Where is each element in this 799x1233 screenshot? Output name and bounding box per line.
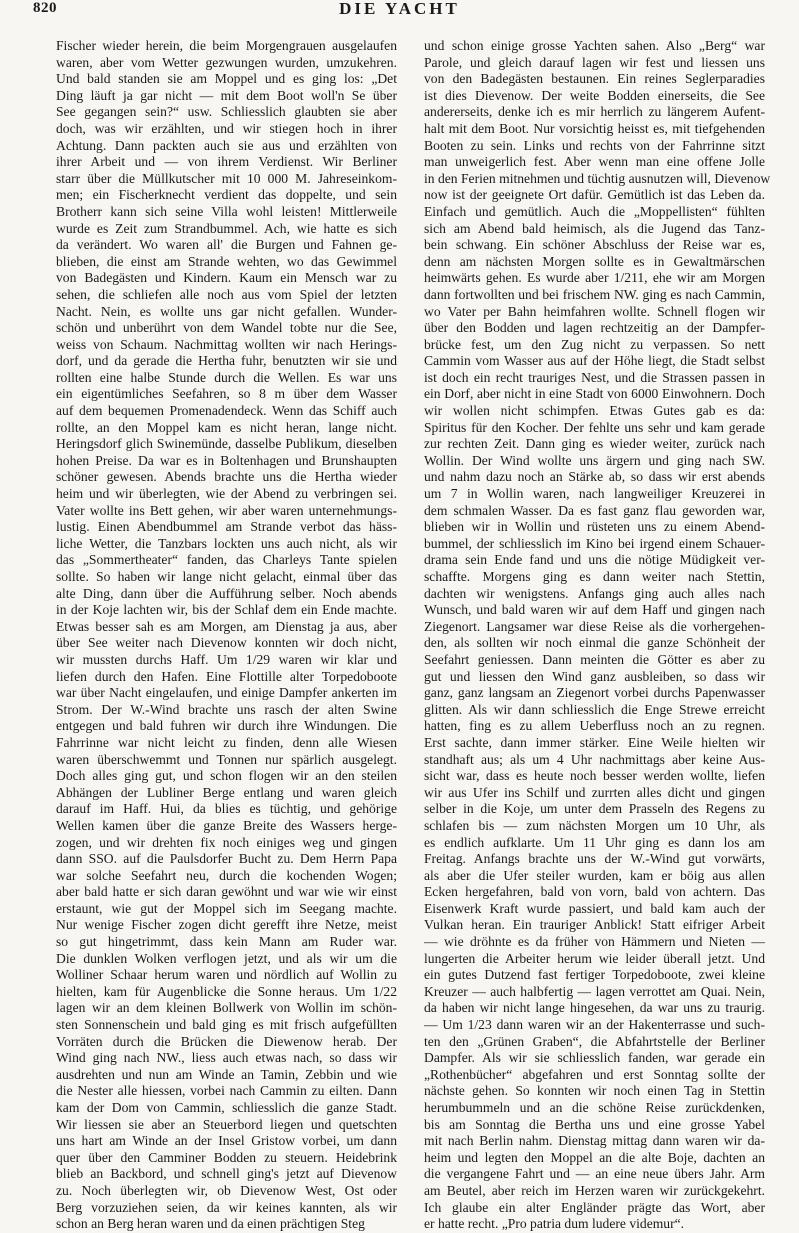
text-line: man unweigerlich fest. Aber wenn man eine offene Jolle (424, 154, 765, 170)
text-line: Brotherr kann sich seine Villa wohl leisten! Mittlerweile (56, 203, 397, 219)
text-line: Eisenwerk Kraft wurde passiert, und bald kam auch der (424, 900, 765, 916)
text-line: zu. Noch überlegten wir, ob Dievenow West, Ost oder (56, 1182, 397, 1198)
text-line: kam der Dom von Cammin, schliesslich die ganze Stadt. (56, 1100, 397, 1115)
text-line: now ist der geeignete Ort dafür. Gemütlich ist das Leben da. (424, 187, 765, 203)
text-line: Vater wollte ins Bett gehen, wir aber waren unternehmungs- (56, 502, 397, 518)
text-line: Wind ging nach NW., liess auch etwas nach, so dass wir (56, 1050, 397, 1066)
text-line: ten den „Grünen Graben“, die Abfahrtstelle der Berliner (424, 1033, 765, 1049)
text-line: Dampfer. Als wir sie schliesslich fanden, war gerade ein (424, 1050, 765, 1066)
text-line: zur rechten Zeit. Dann ging es wieder weiter, zurück nach (424, 436, 765, 452)
text-line: Doch alles ging gut, und schon flogen wir an den steilen (56, 768, 397, 784)
text-line: heim und wir überlegten, wie der Abend zu verbringen sei. (56, 486, 397, 502)
text-line: wir aus Ufer ins Schilf und zurrten alles dicht und gingen (424, 784, 765, 800)
text-line: Heringsdorf glich Swinemünde, dasselbe Publikum, dieselben (56, 436, 397, 452)
text-line: da haben wir nicht lange hingesehen, da war uns zu traurig. (424, 1000, 765, 1016)
text-line: bein schwang. Ein schöner Abschluss der Reise war es, (424, 237, 765, 253)
text-column-left (56, 38, 397, 1232)
text-line: Ecken hergefahren, bald von vorn, bald von achtern. Das (424, 884, 765, 900)
text-line: die vergangene Fahrt und — an eine neue übers Jahr. Arm (424, 1166, 765, 1182)
text-line: Wollin. Der Wind wollte uns ärgern und ging nach SW. (424, 452, 765, 468)
text-line: wurde es Zeit zum Strandbummel. Ach, wie hatte es sich (56, 220, 397, 236)
text-line: dorf, und da gerade die Hertha fuhr, benutzten wir sie und (56, 353, 397, 369)
text-line: schaffte. Morgens ging es dann weiter nach Stettin, (424, 569, 765, 584)
text-line: dem schmalen Wasser. Da es fast ganz flau geworden war, (424, 502, 765, 518)
text-line: nächste gehen. So konnten wir noch einen Tag in Stettin (424, 1083, 765, 1099)
text-line: ein eigentümliches Seefahren, so 8 m über dem Wasser (56, 386, 397, 402)
text-line: alte Ding, dann über die Aufführung selber. Noch abends (56, 585, 397, 601)
text-line: Fahrrinne war nicht leicht zu finden, denn alle Wiesen (56, 734, 397, 750)
text-line: Fischer wieder herein, die beim Morgengrauen ausgelaufen (56, 38, 397, 53)
text-line: entgegen und bald fuhren wir durch ihre Windungen. Die (56, 718, 397, 734)
text-line: weiss von Schaum. Nachmittag wollten wir nach Herings- (56, 336, 397, 352)
text-line: hohen Preise. Da war es in Boltenhagen und Brunshaupten (56, 452, 397, 468)
text-line: aber bald hatte er sich daran gewöhnt und war wie wir einst (56, 884, 397, 900)
text-line: und nahm dazu noch an Stärke ab, so dass wir erst abends (424, 469, 765, 485)
text-line: Vulkan heran. Ein trauriger Anblick! Statt eifriger Arbeit (424, 917, 765, 933)
text-line: waren überschwemmt und Tonnen nur spärlich ausgelegt. (56, 751, 397, 767)
text-line: brücke fest, um den Zug nicht zu verpassen. So nett (424, 336, 765, 352)
text-line: dachten wir wenigstens. Anfangs ging auch alles nach (424, 585, 765, 601)
page-number: 820 (33, 0, 57, 16)
text-line: Berg vorzuziehen seien, da wir keines kannten, als wir (56, 1199, 397, 1215)
text-line: lustig. Einen Abendbummel am Strande verbot das häss- (56, 519, 397, 535)
text-line: da verändert. Wo waren all' die Burgen und Fahnen ge- (56, 237, 397, 253)
text-line: glitten. Als wir dann schliesslich die Enge Strewe erreicht (424, 701, 765, 717)
text-line: quer über den Camminer Bodden zu steuern. Heidebrink (56, 1149, 397, 1165)
text-line: andererseits, denke ich es mir herrlich zu längerem Aufent- (424, 104, 765, 120)
text-line: waren, aber vom Wetter gezwungen wurden, umzukehren. (56, 54, 397, 70)
text-line: mit nach Berlin nahm. Dienstag mittag dann waren wir da- (424, 1133, 765, 1149)
text-line: in den Ferien mitnehmen und tüchtig ausnutzen will, Dievenow (424, 170, 771, 186)
text-line: zogen, und wir drehten fix noch einiges weg und gingen (56, 834, 397, 850)
text-line: Wir liessen sie aber an Steuerbord liegen und quetschten (56, 1116, 397, 1132)
text-line: von Badegästen und Kindern. Kaum ein Mensch war zu (56, 270, 397, 286)
text-line: den, als sollten wir noch einmal die ganze Schönheit der (424, 635, 765, 651)
text-line: blieben, die einst am Strande wehten, wo das Gewimmel (56, 253, 397, 269)
text-line: ausdrehten und nun am Winde an Tamin, Zebbin und wie (56, 1066, 397, 1082)
text-line: halt mit dem Boot. Nur vorsichtig heisst es, mit tiefgehenden (424, 120, 765, 136)
text-line: Achtung. Dann packten auch sie aus und erzählten von (56, 137, 397, 153)
text-line: von den Badegästen bestaunen. Ein reines Seglerparadies (424, 71, 765, 87)
text-line: blieben wir in Wollin und rüsteten uns zu einem Abend- (424, 519, 765, 535)
text-line: und schon einige grosse Yachten sahen. Also „Berg“ war (424, 38, 765, 53)
text-line: wir wollen nicht schimpfen. Etwas Gutes gab es da: (424, 403, 765, 419)
text-line: „Rothenbücher“ abgefahren und erst Sonntag sollte der (424, 1066, 765, 1082)
text-line: Seefahrt geniessen. Dann meinten die Götter es aber zu (424, 651, 765, 667)
running-title: DIE YACHT (339, 0, 460, 18)
text-line: Ich glaube ein alter Engländer prägte das Wort, aber (424, 1199, 765, 1215)
text-line: liefen durch den Hafen. Eine Flottille alter Torpedoboote (56, 668, 397, 684)
text-line: Strom. Der W.-Wind brachte uns rasch der alten Swine (56, 701, 397, 717)
text-line: men; ein Fischerknecht verdient das doppelte, und sein (56, 187, 397, 203)
text-line: Nacht. Nein, es wollte uns gar nicht gefallen. Wunder- (56, 303, 397, 319)
text-line: rollte, an den Moppel kam es nicht heran, lange nicht. (56, 419, 397, 435)
text-line: auf dem bequemen Promenadendeck. Wenn das Schiff auch (56, 403, 397, 419)
text-line: Parole, und gleich darauf lagen wir fest und liessen uns (424, 54, 765, 70)
text-line: ganz, ganz langsam an Ziegenort vorbei durchs Papenwasser (424, 685, 765, 701)
text-line: hatten, fing es zu allem Ueberfluss noch an zu regnen. (424, 718, 765, 734)
text-line: war solche Seefahrt neu, durch die kochenden Wogen; (56, 867, 397, 883)
text-line: hielten, kam für Augenblicke die Sonne heraus. Um 1/22 (56, 983, 397, 999)
text-line: schlafen bis — zum nächsten Morgen um 10 Uhr, als (424, 817, 765, 833)
text-line: über den Bodden und lagen rechtzeitig an der Dampfer- (424, 320, 765, 336)
page-header (0, 0, 799, 20)
text-line: war über Nacht eingelaufen, und einige Dampfer ankerten im (56, 685, 397, 701)
text-line: bis am Sonntag die Bertha uns und eine grosse Yabel (424, 1116, 765, 1132)
text-line: sollte. So haben wir lange nicht gelacht, einmal über das (56, 569, 397, 584)
text-line: ein Dorf, aber nicht in eine Stadt von 6000 Einwohnern. Doch (424, 386, 765, 402)
text-line: über See weiter nach Dievenow konnten wir doch nicht, (56, 635, 397, 651)
text-line: Ziegenort. Langsamer war diese Reise als die vorhergehen- (424, 618, 765, 634)
text-line: wir mussten durchs Haff. Um 1/29 waren wir klar und (56, 651, 397, 667)
text-line: bummel, der schliesslich im Kino bei irgend einem Schauer- (424, 535, 765, 551)
text-line: Wellen kamen über die ganze Breite des Wassers herge- (56, 817, 397, 833)
text-line: Nur wenige Fischer zogen dicht gerefft ihre Netze, meist (56, 917, 397, 933)
text-line: drama sein Ende fand und uns die nötige Müdigkeit ver- (424, 552, 765, 568)
text-line: erstaunt, wie gut der Moppel sich im Seegang machte. (56, 900, 397, 916)
text-line: blieb an Backbord, und schnell ging's jetzt auf Dievenow (56, 1166, 397, 1182)
text-line: in der Koje lachten wir, bis der Schlaf dem ein Ende machte. (56, 602, 397, 618)
text-line: dann SSO. auf die Paulsdorfer Bucht zu. Dem Herrn Papa (56, 851, 397, 867)
text-line: herumbummeln und an die schöne Reise zurückdenken, (424, 1100, 765, 1115)
text-line: rollten eine halbe Stunde durch die Wellen. Es war uns (56, 369, 397, 385)
text-line: See gegangen sein?“ usw. Schliesslich glaubten sie aber (56, 104, 397, 120)
text-line: ihrer Arbeit und — von ihrem Verdienst. Wir Berliner (56, 154, 397, 170)
text-line: Booten zu sein. Links und rechts von der Fahrrinne sitzt (424, 137, 765, 153)
text-line: das „Sommertheater“ fanden, das Charleys Tante spielen (56, 552, 397, 568)
text-line: Wolliner Schaar herum waren und nördlich auf Wollin zu (56, 967, 397, 983)
text-line: selber in die Koje, um unter dem Prasseln des Regens zu (424, 801, 765, 817)
text-line: ist doch ein recht trauriges Nest, und die Strassen passen in (424, 369, 765, 385)
text-line: uns hart am Winde an der Insel Gristow vorbei, um dann (56, 1133, 397, 1149)
text-line: dann fortwollten und bei frischem NW. ging es nach Cammin, (424, 286, 765, 302)
text-line: Und bald standen sie am Moppel und es ging los: „Det (56, 71, 397, 87)
text-line: doch, was wir erzählten, und wir stiegen hoch in ihrer (56, 120, 397, 136)
text-line: schöner gewesen. Abends brachte uns die Hertha wieder (56, 469, 397, 485)
text-line: lagen wir an dem kleinen Bollwerk von Wollin im schön- (56, 1000, 397, 1016)
text-line: sehen, die schliefen alle noch aus vom Spiel der letzten (56, 286, 397, 302)
text-line: Einfach und gemütlich. Auch die „Moppellisten“ fühlten (424, 203, 765, 219)
text-line: — wie dröhnte es da früher von Hämmern und Nieten — (424, 934, 765, 950)
text-line: sten Sonnenschein und bald ging es mit frisch aufgefüllten (56, 1017, 397, 1033)
text-line: — Um 1/23 dann waren wir an der Hakenterrasse und such- (424, 1017, 765, 1033)
text-line: Ding läuft ja gar nicht — mit dem Boot woll'n Se über (56, 87, 397, 103)
text-line: lungerten die Arbeiter herum wie leider überall jetzt. Und (424, 950, 765, 966)
text-line: Abhängen der Lubliner Berge entlang und waren gleich (56, 784, 397, 800)
text-line: schön und unberührt von dem Wandel tobte nur die See, (56, 320, 397, 336)
text-line: er hatte recht. „Pro patria dum ludere videmur“. (424, 1216, 685, 1232)
text-line: wo Vater per Bahn heimfahren wollte. Schnell flogen wir (424, 303, 765, 319)
text-line: standhaft aus; als um 4 Uhr nachmittags aber keine Aus- (424, 751, 765, 767)
text-line: am Beutel, aber reich im Herzen waren wir zurückgekehrt. (424, 1182, 765, 1198)
text-line: Kreuzer — auch halbfertig — lagen verrottet am Quai. Nein, (424, 983, 765, 999)
text-line: Spiritus für den Kocher. Der fehlte uns sehr und kam gerade (424, 419, 765, 435)
text-line: Cammin vom Wasser aus auf der Höhe liegt, die Stadt selbst (424, 353, 765, 369)
text-line: heimwärts gehen. Es wurde aber 1/211, ehe wir am Morgen (424, 270, 765, 286)
text-line: heim und legten den Moppel an die alte Boje, dachten an (424, 1149, 765, 1165)
text-line: starr über die Müllkutscher mit 10 000 M. Jahreseinkom- (56, 170, 397, 186)
text-line: ein gutes Dutzend fast fertiger Torpedoboote, zwei kleine (424, 967, 765, 983)
text-line: ist dies Dievenow. Der weite Bodden einerseits, die See (424, 87, 765, 103)
text-line: Die dunklen Wolken verflogen jetzt, und als wir um die (56, 950, 397, 966)
text-line: Vorräten durch die Brücken die Diewenow herab. Der (56, 1033, 397, 1049)
text-line: es endlich aufklarte. Um 11 Uhr ging es dann los am (424, 834, 765, 850)
text-line: um 7 in Wollin waren, nach langweiliger Kreuzerei in (424, 486, 765, 502)
text-column-right (424, 38, 771, 1232)
text-line: schon an Berg heran waren und da einen prächtigen Steg (56, 1216, 365, 1232)
text-line: die Nester alle hiessen, vorbei nach Cammin zu eilten. Dann (56, 1083, 397, 1099)
text-line: darauf im Haff. Hui, da blies es tüchtig, und gehörige (56, 801, 397, 817)
text-line: so gut hingetrimmt, dass kein Mann am Ruder war. (56, 934, 397, 950)
text-line: Erst sachte, dann immer stärker. Eine Weile hielten wir (424, 734, 765, 750)
text-line: Wunsch, und bald waren wir auf dem Haff und gingen nach (424, 602, 765, 618)
text-line: gut und liessen den Wind ganz ausbleiben, so dass wir (424, 668, 765, 684)
text-line: liche Wetter, die Tanzbars lockten uns auch nicht, als wir (56, 535, 397, 551)
text-line: denn am nächsten Morgen sollte es in Gewaltmärschen (424, 253, 765, 269)
text-line: sicht war, dass es heute noch besser werden wollte, liefen (424, 768, 765, 784)
text-line: als aber die Ufer steiler wurden, kam er böig aus allen (424, 867, 765, 883)
text-line: Etwas besser sah es am Morgen, am Dienstag ja aus, aber (56, 618, 397, 634)
text-line: Freitag. Anfangs brachte uns der W.-Wind gut vorwärts, (424, 851, 765, 867)
text-line: sich am Abend bald heimisch, als die Jugend das Tanz- (424, 220, 765, 236)
